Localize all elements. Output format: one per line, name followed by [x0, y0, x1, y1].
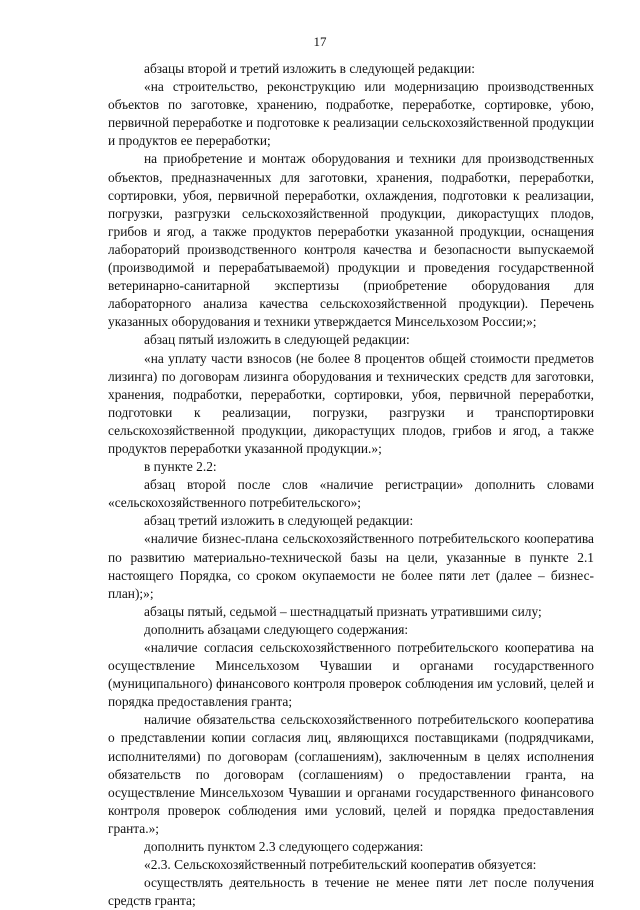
- paragraph: в пункте 2.2:: [144, 459, 217, 475]
- paragraph: «на уплату части взносов (не более 8 процентов общей стоимости предметов лизинга) по договорам лизинга оборудования и технических средств для заготовки, хранения, подработки, переработки, сортировки, убоя, первичной переработки, подготовки к реализации, погрузки, разгрузки и транспортировки сельскохозяйственной продукции, дикорастущих плодов, грибов и ягод, а также продуктов переработки указанной продукции.»;: [108, 350, 594, 456]
- document-body: [108, 60, 594, 910]
- paragraph: «наличие согласия сельскохозяйственного потребительского кооператива на осуществление Минсельхозом Чувашии и органами государственного (муниципального) финансового контроля проверок соблюдения им условий, целей и порядка предоставления гранта;: [108, 640, 594, 710]
- paragraph: «на строительство, реконструкцию или модернизацию производственных объектов по заготовке, хранению, подработке, переработке, сортировке, убою, первичной переработке и подготовке к реализации сельскохозяйственной продукции и продуктов ее переработки;: [108, 79, 594, 149]
- paragraph: абзац пятый изложить в следующей редакции:: [144, 332, 410, 348]
- paragraph: «наличие бизнес-плана сельскохозяйственного потребительского кооператива по развитию материально-технической базы на цели, указанные в пункте 2.1 настоящего Порядка, со сроком окупаемости не более пяти лет (далее – бизнес-план);»;: [108, 531, 594, 601]
- paragraph: дополнить абзацами следующего содержания:: [144, 621, 409, 637]
- paragraph: на приобретение и монтаж оборудования и техники для производственных объектов, предназначенных для заготовки, хранения, подработки, переработки, сортировки, убоя, первичной переработки, охлаждения, подготовки к реализации, погрузки, разгрузки сельскохозяйственной продукции, дикорастущих плодов, грибов и ягод, а также продуктов переработки указанной продукции, оснащения лабораторий производственного контроля качества и безопасности выпускаемой (производимой и перерабатываемой) продукции и проведения государственной ветеринарно-санитарной экспертизы (приобретение оборудования для лабораторного анализа качества сельскохозяйственной продукции). Перечень указанных оборудования и техники утверждается Минсельхозом России;»;: [108, 151, 594, 330]
- paragraph: наличие обязательства сельскохозяйственного потребительского кооператива о представлении копии согласия лиц, являющихся поставщиками (подрядчиками, исполнителями) по договорам (соглашениям), заключенным в целях исполнения обязательств по договорам (соглашениям) о предоставлении гранта, на осуществление Минсельхозом Чувашии и органами государственного финансового контроля проверок соблюдения ими условий, целей и порядка предоставления гранта.»;: [108, 712, 594, 836]
- paragraph: абзацы второй и третий изложить в следующей редакции:: [144, 61, 475, 76]
- paragraph: абзац второй после слов «наличие регистрации» дополнить словами «сельскохозяйственного потребительского»;: [108, 477, 594, 511]
- page-number: 17: [313, 34, 327, 49]
- paragraph: дополнить пунктом 2.3 следующего содержания:: [144, 839, 424, 855]
- paragraph: абзац третий изложить в следующей редакции:: [144, 513, 414, 529]
- paragraph: абзацы пятый, седьмой – шестнадцатый признать утратившими силу;: [144, 603, 542, 619]
- paragraph: осуществлять деятельность в течение не менее пяти лет после получения средств гранта;: [108, 875, 594, 909]
- paragraph: «2.3. Сельскохозяйственный потребительский кооператив обязуется:: [144, 857, 537, 873]
